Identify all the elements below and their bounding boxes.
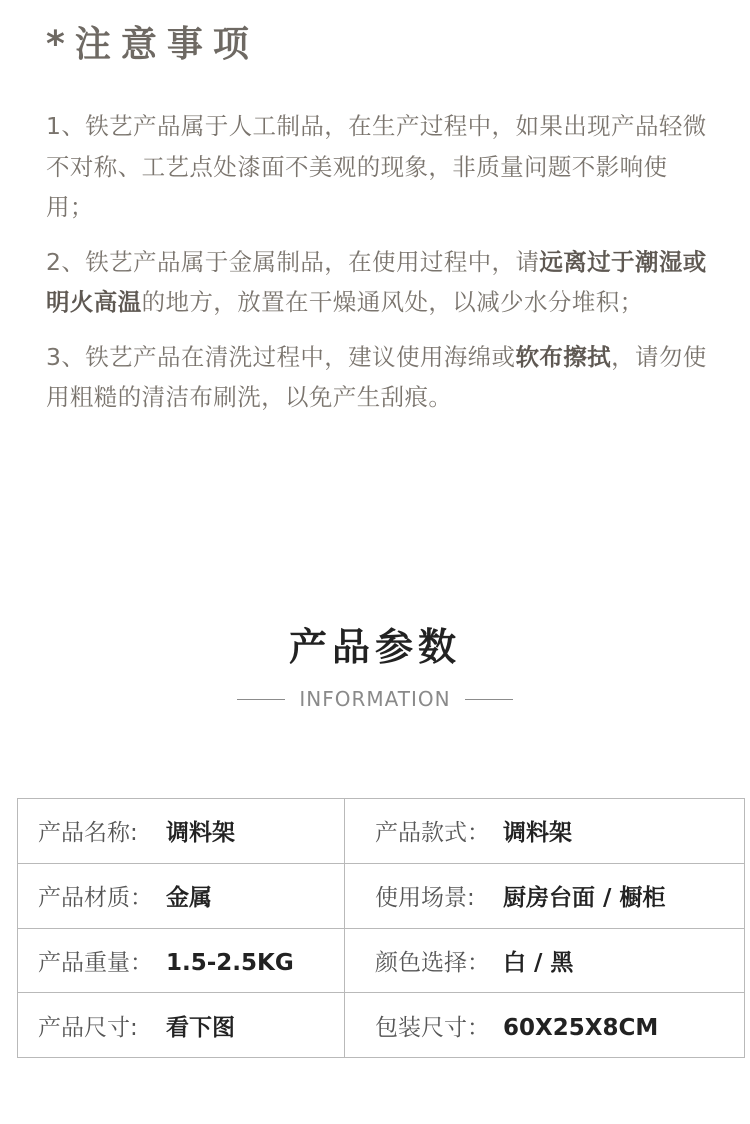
spec-value-style: 调料架 <box>503 820 572 847</box>
notice-title: *注意事项 <box>46 24 259 65</box>
spec-label-style: 产品款式： <box>375 820 490 847</box>
notice-item-2-text-b: 的地方，放置在干燥通风处，以减少水分堆积； <box>141 288 644 316</box>
divider-left <box>237 699 285 700</box>
notice-item-2-emphasis: 远离过于潮湿或明火高温 <box>46 247 707 316</box>
spec-value-color: 白 / 黑 <box>503 949 574 976</box>
section-heading: 产品参数 <box>288 625 461 669</box>
notice-item-3-text-a: 3、铁艺产品在清洗过程中，建议使用海绵或 <box>46 342 516 371</box>
notice-item-2-text-a: 2、铁艺产品属于金属制品，在使用过程中，请 <box>46 247 540 276</box>
notice-item-3 <box>46 337 714 418</box>
table-row <box>18 928 745 993</box>
spec-cell <box>345 799 745 864</box>
spec-label-color: 颜色选择： <box>375 949 490 976</box>
section-subheading <box>0 684 750 714</box>
notice-item-1 <box>46 106 714 228</box>
notice-item-3-text-b: ，请勿使用粗糙的清洁布刷洗，以免产生刮痕。 <box>46 342 707 411</box>
spec-value-weight: 1.5-2.5KG <box>166 949 294 976</box>
spec-label-usage: 使用场景: <box>375 885 475 912</box>
spec-label-weight: 产品重量： <box>38 949 153 976</box>
divider-right <box>465 699 513 700</box>
spec-label-package: 包装尺寸： <box>375 1014 490 1041</box>
notice-item-3-emphasis: 软布擦拭 <box>515 342 612 371</box>
spec-value-name: 调料架 <box>166 820 235 847</box>
table-row <box>18 863 745 928</box>
spec-cell <box>345 993 745 1058</box>
notice-list <box>46 106 714 432</box>
subheading-label: INFORMATION <box>299 687 451 711</box>
spec-value-size: 看下图 <box>166 1014 235 1041</box>
spec-cell <box>18 863 345 928</box>
spec-table <box>17 798 745 1058</box>
table-row <box>18 799 745 864</box>
spec-cell <box>18 993 345 1058</box>
spec-label-size: 产品尺寸: <box>38 1014 138 1041</box>
spec-cell <box>345 928 745 993</box>
spec-cell <box>345 863 745 928</box>
spec-label-material: 产品材质： <box>38 885 153 912</box>
spec-value-usage: 厨房台面 / 橱柜 <box>503 885 666 912</box>
spec-label-name: 产品名称: <box>38 820 138 847</box>
notice-item-2 <box>46 242 714 323</box>
spec-cell <box>18 799 345 864</box>
table-row <box>18 993 745 1058</box>
spec-cell <box>18 928 345 993</box>
spec-value-material: 金属 <box>166 885 212 912</box>
spec-value-package: 60X25X8CM <box>503 1014 659 1041</box>
notice-item-1-text: 1、铁艺产品属于人工制品，在生产过程中，如果出现产品轻微不对称、工艺点处漆面不美观的现象，非质量问题不影响使用； <box>46 112 707 221</box>
